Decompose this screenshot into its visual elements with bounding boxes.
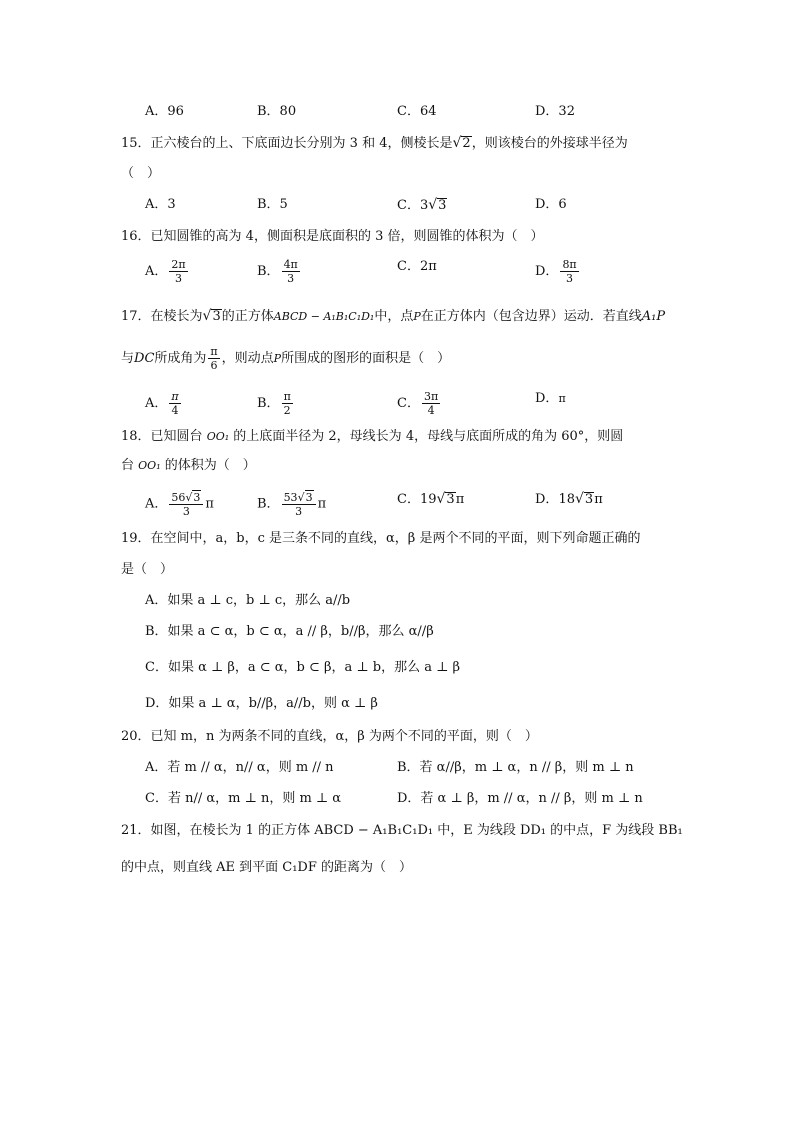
q16-d-frac xyxy=(560,258,578,285)
frac-num: π xyxy=(171,390,179,403)
q16-a-frac xyxy=(169,258,187,285)
q17-l2-mid: 所成角为 xyxy=(154,351,207,366)
q17-option-d[interactable] xyxy=(535,390,566,408)
q14-option-d[interactable]: D．32 xyxy=(535,104,575,119)
q18-d-pi: π xyxy=(594,492,603,507)
frac-den: 6 xyxy=(210,359,218,372)
q19-option-d[interactable]: D．如果 a ⊥ α，b//β，a//b，则 α ⊥ β xyxy=(145,696,378,711)
q17-l2-post: ，则动点 xyxy=(221,351,274,366)
q18-option-c[interactable] xyxy=(397,490,464,509)
q17-pre: 17．在棱长为 xyxy=(121,309,203,324)
frac-den: 4 xyxy=(171,404,179,417)
q15-option-b[interactable]: B．5 xyxy=(257,197,288,212)
sqrt-symbol: √ xyxy=(452,135,462,151)
q17-angle-frac xyxy=(208,345,219,372)
q17-c-label: C． xyxy=(397,396,420,411)
q18-options xyxy=(145,490,705,518)
q18-l1-pre: 18．已知圆台 xyxy=(121,429,203,444)
frac-num: 3π xyxy=(423,390,439,403)
q18-option-b[interactable] xyxy=(257,490,326,518)
q18-d-rad: 3 xyxy=(584,492,594,507)
q17-l2-end: 所围成的图形的面积是（ ） xyxy=(281,351,451,366)
q16-option-d[interactable] xyxy=(535,258,581,285)
q17-a-label: A． xyxy=(145,396,168,411)
q18-stem-line2 xyxy=(121,457,256,475)
q16-a-label: A． xyxy=(145,264,168,279)
q15-option-c-label: C． xyxy=(397,198,420,213)
q17-mid1: 的正方体 xyxy=(221,309,274,324)
q20-option-d[interactable]: D．若 α ⊥ β，m // α，n // β，则 m ⊥ n xyxy=(397,791,643,806)
q16-option-c[interactable] xyxy=(397,258,437,276)
frac-den: 2 xyxy=(283,404,291,417)
q18-stem-line1 xyxy=(121,428,623,446)
frac-num: 4π xyxy=(283,258,298,271)
q21-stem-line1: 21．如图，在棱长为 1 的正方体 ABCD − A₁B₁C₁D₁ 中，E 为线段 DD₁ 的中点，F 为线段 BB₁ xyxy=(121,823,683,838)
q17-option-b[interactable] xyxy=(257,390,295,417)
q15-paren: （ ） xyxy=(121,166,161,181)
q18-l2-oo1: OO₁ xyxy=(138,459,161,472)
q16-c-label: C． xyxy=(397,259,420,274)
q19-option-c[interactable]: C．如果 α ⊥ β，a ⊂ α，b ⊂ β，a ⊥ b，那么 a ⊥ β xyxy=(145,660,460,675)
q18-option-a[interactable] xyxy=(145,490,214,518)
q18-b-rad: 3 xyxy=(305,491,313,504)
frac-num: π xyxy=(283,390,291,403)
q17-option-c[interactable] xyxy=(397,390,442,417)
q20-stem: 20．已知 m，n 为两条不同的直线，α，β 为两个不同的平面，则（ ） xyxy=(121,729,538,744)
q20-option-b[interactable]: B．若 α//β，m ⊥ α，n // β，则 m ⊥ n xyxy=(397,760,634,775)
q17-c-frac xyxy=(422,390,440,417)
q17-dc: DC xyxy=(134,351,155,366)
q15-option-c-coef: 3 xyxy=(419,198,429,213)
q15-option-d[interactable]: D．6 xyxy=(535,197,567,212)
q17-d-label: D． xyxy=(535,391,559,406)
q15-sqrt-value: 2 xyxy=(462,136,471,151)
frac-num: π xyxy=(210,345,218,358)
q17-cube: ABCD − A₁B₁C₁D₁ xyxy=(273,310,375,323)
q18-d-label: D． xyxy=(535,492,559,507)
q17-mid2: 中，点 xyxy=(374,309,414,324)
q18-a-frac xyxy=(169,490,203,518)
q16-b-label: B． xyxy=(257,264,280,279)
q18-d-coef: 18 xyxy=(558,492,575,507)
q21-stem-line2: 的中点，则直线 AE 到平面 C₁DF 的距离为（ ） xyxy=(121,860,413,875)
q19-stem-line2: 是（ ） xyxy=(121,562,174,577)
q19-option-b[interactable]: B．如果 a ⊂ α，b ⊂ α，a // β，b//β，那么 α//β xyxy=(145,624,434,639)
q17-point: P xyxy=(413,310,421,323)
q18-a-pi: π xyxy=(205,496,214,512)
q18-a-rad: 3 xyxy=(193,491,201,504)
q15-option-c[interactable] xyxy=(397,196,447,215)
q18-l1-post: 的上底面半径为 2，母线长为 4，母线与底面所成的角为 60°，则圆 xyxy=(233,429,624,444)
frac-den: 3 xyxy=(566,272,574,285)
q15-option-c-sqrt: 3 xyxy=(438,198,447,213)
q16-option-b[interactable] xyxy=(257,258,302,285)
frac-den: 3 xyxy=(295,505,303,518)
q17-l2-pre: 与 xyxy=(121,351,135,366)
q16-option-a[interactable] xyxy=(145,258,190,285)
q17-b-frac xyxy=(282,390,293,417)
q18-b-coef: 53 xyxy=(283,491,298,504)
q19-stem-line1: 19．在空间中，a，b，c 是三条不同的直线，α，β 是两个不同的平面，则下列命题正确的 xyxy=(121,531,641,546)
frac-den: 3 xyxy=(287,272,295,285)
q17-stem-line1 xyxy=(121,307,665,326)
q19-option-a[interactable]: A．如果 a ⊥ c，b ⊥ c，那么 a//b xyxy=(145,593,351,608)
q15-option-a[interactable]: A．3 xyxy=(145,197,176,212)
q17-sqrt: 3 xyxy=(212,309,221,324)
q15-text-post: ，则该棱台的外接球半径为 xyxy=(471,136,628,151)
q14-option-c[interactable]: C．64 xyxy=(397,104,437,119)
q15-text-pre: 15．正六棱台的上、下底面边长分别为 3 和 4，侧棱长是 xyxy=(121,136,453,151)
q16-d-label: D． xyxy=(535,264,559,279)
q14-options xyxy=(145,103,705,125)
frac-den: 3 xyxy=(175,272,182,285)
q18-option-d[interactable] xyxy=(535,490,603,509)
sqrt-symbol: √ xyxy=(202,308,212,324)
q17-b-label: B． xyxy=(257,396,280,411)
sqrt-symbol: √ xyxy=(297,491,305,504)
q18-l2-pre: 台 xyxy=(121,458,135,473)
q14-option-a[interactable]: A．96 xyxy=(145,104,184,119)
q17-l2-point: P xyxy=(273,352,282,365)
q15-options xyxy=(145,196,705,218)
frac-num: 8π xyxy=(562,258,577,271)
sqrt-symbol: √ xyxy=(436,491,446,507)
q16-c-value: 2π xyxy=(419,259,437,274)
q15-stem xyxy=(121,134,628,153)
q20-option-c[interactable]: C．若 n// α，m ⊥ n，则 m ⊥ α xyxy=(145,791,342,806)
q18-a-label: A． xyxy=(145,496,168,512)
q16-b-frac xyxy=(282,258,300,285)
frac-den: 3 xyxy=(182,505,190,518)
q18-l2-post: 的体积为（ ） xyxy=(164,458,256,473)
q18-b-label: B． xyxy=(257,496,280,512)
q18-c-pi: π xyxy=(455,492,465,507)
q16-stem: 16．已知圆锥的高为 4，侧面积是底面积的 3 倍，则圆锥的体积为（ ） xyxy=(121,229,544,244)
sqrt-symbol: √ xyxy=(185,491,193,504)
q17-mid3: 在正方体内（包含边界）运动．若直线 xyxy=(420,309,642,324)
q17-stem-line2 xyxy=(121,345,450,372)
sqrt-symbol: √ xyxy=(574,491,584,507)
q18-c-coef: 19 xyxy=(419,492,437,507)
q18-c-label: C． xyxy=(397,492,420,507)
q18-b-pi: π xyxy=(317,496,327,512)
q17-line: A₁P xyxy=(641,309,666,324)
q20-option-a[interactable]: A．若 m // α，n// α，则 m // n xyxy=(145,760,334,775)
q18-a-coef: 56 xyxy=(171,491,186,504)
frac-num xyxy=(282,490,316,505)
frac-num xyxy=(169,490,203,505)
q14-option-b[interactable]: B．80 xyxy=(257,104,297,119)
q18-c-rad: 3 xyxy=(446,492,455,507)
q17-a-frac xyxy=(169,390,180,417)
sqrt-symbol: √ xyxy=(428,197,438,213)
q16-options xyxy=(145,258,705,285)
q17-options xyxy=(145,390,705,417)
frac-den: 4 xyxy=(427,404,435,417)
frac-num: 2π xyxy=(171,258,186,271)
q18-oo1: OO₁ xyxy=(206,430,230,443)
q18-b-frac xyxy=(282,490,316,518)
q17-d-value: π xyxy=(558,392,566,405)
q17-option-a[interactable] xyxy=(145,390,183,417)
